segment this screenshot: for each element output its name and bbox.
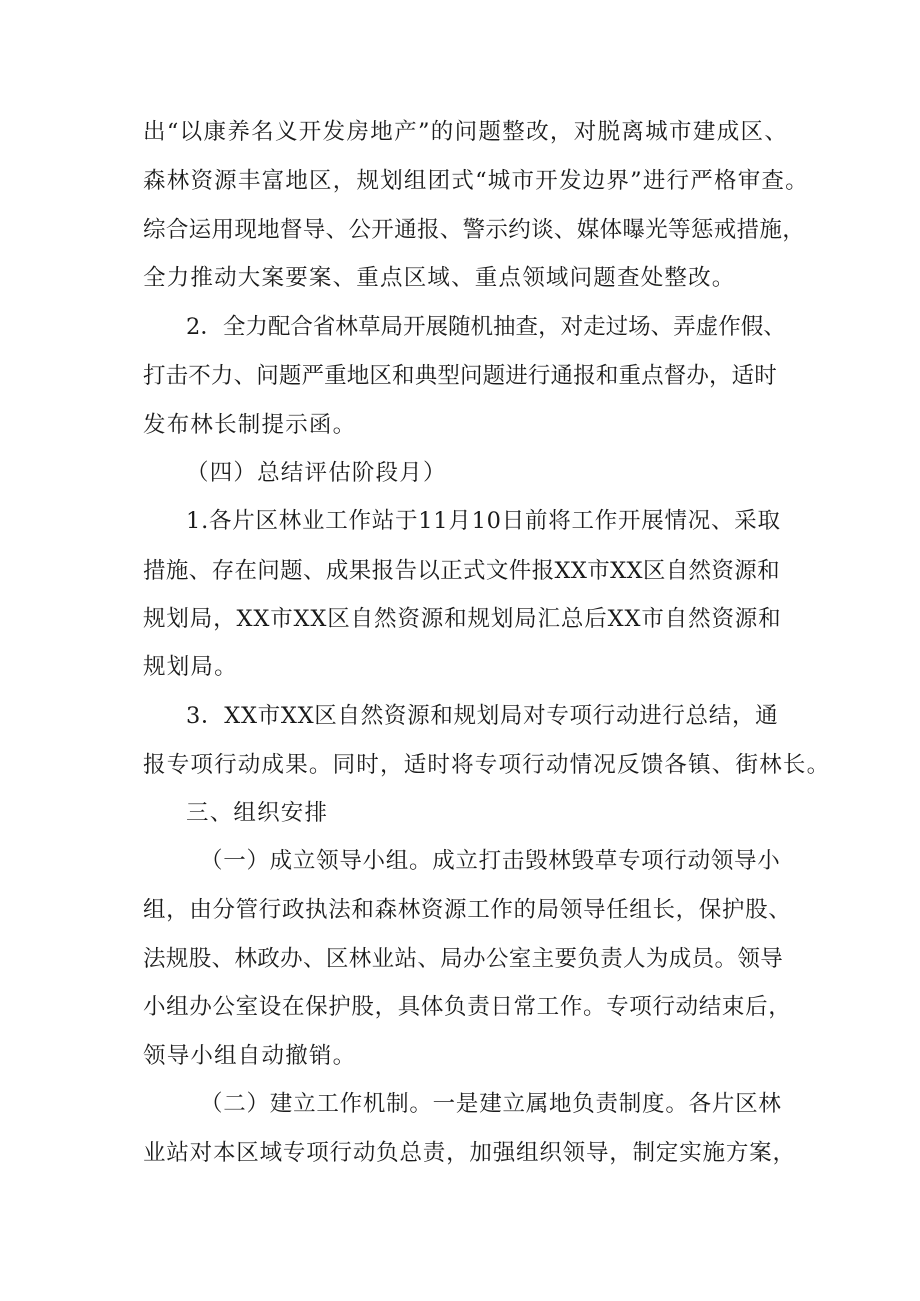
paragraph-line: 发布林长制提示函。 [143, 412, 357, 438]
paragraph-line: （ 一 ） 成 立 领 导 小 组 。 成 立 打 击 毁 林 毁 草 专 项 行 动 领 导 小 [200, 848, 780, 874]
paragraph-line: 报专项行动成果。同时，适时将专项行动情况反馈各镇、街林长。 [143, 752, 831, 778]
paragraph-line: 综 合 运 用 现 地 督 导 、 公 开 通 报 、 警 示 约 谈 、 媒 体 曝 光 等 惩 戒 措 施 ， [143, 217, 805, 243]
paragraph-line: 业 站 对 本 区 域 专 项 行 动 负 总 责 ， 加 强 组 织 领 导 ， 制 定 实 施 方 案 ， [143, 1140, 795, 1166]
paragraph-line: 2 ． 全 力 配 合 省 林 草 局 开 展 随 机 抽 查 ， 对 走 过 场 、 弄 虚 作 假 、 [186, 314, 786, 340]
paragraph-line: 全力推动大案要案、重点区域、重点领域问题查处整改。 [143, 265, 736, 291]
paragraph-line: 措 施 、 存 在 问 题 、 成 果 报 告 以 正 式 文 件 报 X X 市 X X 区 自 然 资 源 和 [143, 558, 780, 584]
paragraph-line: 规 划 局 ， X X 市 X X 区 自 然 资 源 和 规 划 局 汇 总 后 X X 市 自 然 资 源 和 [143, 606, 781, 632]
paragraph-line: 森 林 资 源 丰 富 地 区 ， 规 划 组 团 式 “ 城 市 开 发 边 界 ” 进 行 严 格 审 查 。 [143, 168, 808, 194]
paragraph-line: 小 组 办 公 室 设 在 保 护 股 ， 具 体 负 责 日 常 工 作 。 专 项 行 动 结 束 后 ， [143, 994, 791, 1020]
paragraph-line: 出 “ 以 康 养 名 义 开 发 房 地 产 ” 的 问 题 整 改 ， 对 脱 离 城 市 建 成 区 、 [143, 119, 787, 145]
section-heading: 三、组织安排 [186, 800, 329, 826]
section-heading: （四）总结评估阶段月） [186, 460, 447, 486]
paragraph-line: 打 击 不 力 、 问 题 严 重 地 区 和 典 型 问 题 进 行 通 报 和 重 点 督 办 ， 适 时 [143, 363, 777, 389]
paragraph-line: 3 ． X X 市 X X 区 自 然 资 源 和 规 划 局 对 专 项 行 动 进 行 总 结 ， 通 [186, 703, 778, 729]
paragraph-line: 法 规 股 、 林 政 办 、 区 林 业 站 、 局 办 公 室 主 要 负 责 人 为 成 员 。 领 导 [143, 946, 783, 972]
paragraph-line: （ 二 ） 建 立 工 作 机 制 。 一 是 建 立 属 地 负 责 制 度 。 各 片 区 林 [200, 1091, 781, 1117]
paragraph-line: 领导小组自动撤销。 [143, 1043, 357, 1069]
paragraph-line: 组 ， 由 分 管 行 政 执 法 和 森 林 资 源 工 作 的 局 领 导 任 组 长 ， 保 护 股 、 [143, 897, 791, 923]
paragraph-line: 规划局。 [143, 654, 238, 680]
paragraph-line: 1 . 各 片 区 林 业 工 作 站 于 1 1 月 1 0 日 前 将 工 作 开 展 情 况 、 采 取 [186, 508, 780, 534]
